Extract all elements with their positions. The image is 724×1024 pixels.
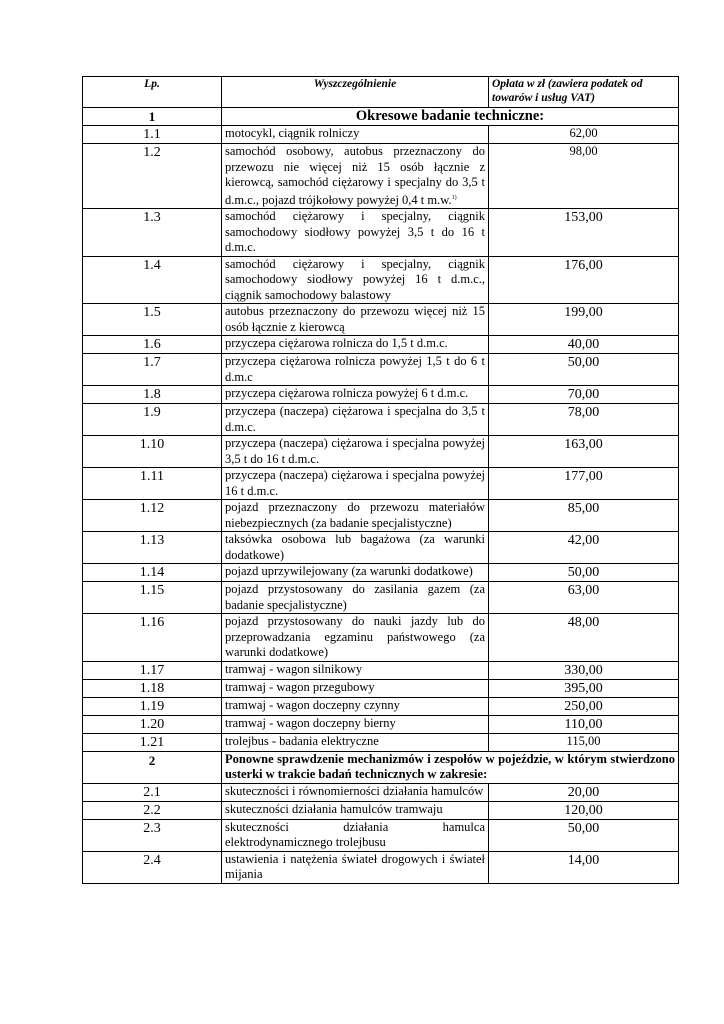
row-fee: 176,00	[489, 256, 679, 304]
row-description	[222, 209, 489, 257]
row-number: 1.18	[83, 679, 222, 697]
row-number: 2.4	[83, 851, 222, 883]
table-row	[83, 304, 679, 336]
row-fee: 14,00	[489, 851, 679, 883]
table-row	[83, 801, 679, 819]
row-description	[222, 582, 489, 614]
row-description-text: przyczepa ciężarowa rolnicza powyżej 1,5 t do 6 t d.m.c	[225, 354, 485, 384]
row-number: 1.8	[83, 386, 222, 404]
row-description-text: motocykl, ciągnik rolniczy	[225, 126, 360, 140]
row-description-text: samochód ciężarowy i specjalny, ciągnik samochodowy siodłowy powyżej 3,5 t do 16 t d.m.c.	[225, 209, 485, 255]
row-number: 1.2	[83, 144, 222, 209]
table-row	[83, 144, 679, 209]
row-description-text: przyczepa (naczepa) ciężarowa i specjalna powyżej 16 t d.m.c.	[225, 468, 485, 498]
row-description-text: przyczepa ciężarowa rolnicza powyżej 6 t d.m.c.	[225, 386, 469, 401]
row-number: 1.5	[83, 304, 222, 336]
table-row	[83, 532, 679, 564]
row-description	[222, 819, 489, 851]
header-lp: Lp.	[83, 77, 222, 108]
row-description	[222, 436, 489, 468]
fee-table	[82, 76, 679, 884]
row-fee: 115,00	[489, 733, 679, 751]
row-number: 1.14	[83, 564, 222, 582]
section-2-header-row	[83, 751, 679, 783]
row-description	[222, 733, 489, 751]
row-description-text: tramwaj - wagon przegubowy	[225, 679, 375, 694]
table-row	[83, 256, 679, 304]
row-description	[222, 532, 489, 564]
row-description-text: pojazd przeznaczony do przewozu materiałów niebezpiecznych (za badanie specjalistyczne)	[225, 500, 485, 530]
table-row	[83, 354, 679, 386]
row-fee: 70,00	[489, 386, 679, 404]
table-row	[83, 500, 679, 532]
row-description-text: pojazd uprzywilejowany (za warunki dodatkowe)	[225, 564, 473, 579]
row-description	[222, 336, 489, 354]
row-number: 1.16	[83, 614, 222, 662]
row-fee: 40,00	[489, 336, 679, 354]
row-fee: 50,00	[489, 564, 679, 582]
table-row	[83, 436, 679, 468]
row-fee: 199,00	[489, 304, 679, 336]
header-description: Wyszczególnienie	[222, 77, 489, 108]
row-fee: 163,00	[489, 436, 679, 468]
table-row	[83, 697, 679, 715]
row-description	[222, 697, 489, 715]
row-description-text: samochód osobowy, autobus przeznaczony do przewozu nie więcej niż 15 osób łącznie z kierowcą, samochód ciężarowy i specjalny do 3,5 t d.m.c., pojazd trójkołowy powyżej 0,4 t m.w.	[225, 144, 485, 207]
table-row	[83, 851, 679, 883]
row-description	[222, 404, 489, 436]
row-description-text: przyczepa ciężarowa rolnicza do 1,5 t d.m.c.	[225, 336, 448, 351]
row-description	[222, 661, 489, 679]
row-fee: 63,00	[489, 582, 679, 614]
row-fee: 98,00	[489, 144, 679, 209]
row-description	[222, 614, 489, 662]
row-number: 1.21	[83, 733, 222, 751]
row-number: 1.17	[83, 661, 222, 679]
row-description-text: skuteczności działania hamulców tramwaju	[225, 801, 443, 816]
table-row	[83, 819, 679, 851]
footnote-marker: 1)	[451, 194, 457, 201]
row-number: 1.4	[83, 256, 222, 304]
row-fee: 48,00	[489, 614, 679, 662]
row-number: 1.7	[83, 354, 222, 386]
row-fee: 153,00	[489, 209, 679, 257]
row-fee: 50,00	[489, 819, 679, 851]
row-description-text: samochód ciężarowy i specjalny, ciągnik samochodowy siodłowy powyżej 16 t d.m.c., ciągnik samochodowy balastowy	[225, 256, 485, 302]
row-number: 1.10	[83, 436, 222, 468]
row-description-text: przyczepa (naczepa) ciężarowa i specjalna do 3,5 t d.m.c.	[225, 404, 485, 434]
table-row	[83, 733, 679, 751]
table-row	[83, 661, 679, 679]
row-number: 1.9	[83, 404, 222, 436]
section-1-number: 1	[83, 108, 222, 126]
row-number: 1.13	[83, 532, 222, 564]
row-description-text: pojazd przystosowany do nauki jazdy lub do przeprowadzania egzaminu państwowego (za warunki dodatkowe)	[225, 614, 485, 660]
row-description	[222, 256, 489, 304]
section-2-number: 2	[83, 751, 222, 783]
row-number: 1.3	[83, 209, 222, 257]
section-1-title: Okresowe badanie techniczne:	[222, 108, 679, 126]
row-description-text: autobus przeznaczony do przewozu więcej niż 15 osób łącznie z kierowcą	[225, 304, 485, 334]
row-number: 1.15	[83, 582, 222, 614]
row-description-text: skuteczności działania hamulca elektrodynamicznego trolejbusu	[225, 819, 485, 850]
row-description-text: tramwaj - wagon doczepny bierny	[225, 715, 396, 730]
row-number: 1.20	[83, 715, 222, 733]
table-row	[83, 564, 679, 582]
table-row	[83, 783, 679, 801]
row-number: 2.3	[83, 819, 222, 851]
row-description	[222, 468, 489, 500]
section-1-header-row	[83, 108, 679, 126]
row-fee: 110,00	[489, 715, 679, 733]
row-number: 1.1	[83, 126, 222, 144]
row-description	[222, 679, 489, 697]
row-fee: 395,00	[489, 679, 679, 697]
row-description-text: pojazd przystosowany do zasilania gazem (za badanie specjalistyczne)	[225, 582, 485, 612]
row-description	[222, 783, 489, 801]
table-header-row	[83, 77, 679, 108]
row-description-text: ustawienia i natężenia świateł drogowych i świateł mijania	[225, 851, 485, 882]
row-description	[222, 564, 489, 582]
row-number: 2.2	[83, 801, 222, 819]
row-number: 1.19	[83, 697, 222, 715]
row-fee: 78,00	[489, 404, 679, 436]
row-fee: 120,00	[489, 801, 679, 819]
table-row	[83, 614, 679, 662]
row-fee: 250,00	[489, 697, 679, 715]
row-fee: 62,00	[489, 126, 679, 144]
table-row	[83, 336, 679, 354]
row-description	[222, 715, 489, 733]
row-fee: 177,00	[489, 468, 679, 500]
header-fee: Opłata w zł (zawiera podatek od towarów i usług VAT)	[489, 77, 679, 108]
row-fee: 42,00	[489, 532, 679, 564]
row-description	[222, 144, 489, 209]
table-row	[83, 404, 679, 436]
row-fee: 50,00	[489, 354, 679, 386]
table-row	[83, 209, 679, 257]
row-description	[222, 386, 489, 404]
row-description	[222, 126, 489, 144]
row-description	[222, 500, 489, 532]
row-description-text: skuteczności i równomierności działania hamulców	[225, 783, 484, 798]
row-description-text: tramwaj - wagon silnikowy	[225, 661, 363, 676]
row-description	[222, 851, 489, 883]
row-fee: 20,00	[489, 783, 679, 801]
row-description-text: trolejbus - badania elektryczne	[225, 733, 379, 748]
row-fee: 85,00	[489, 500, 679, 532]
row-number: 1.11	[83, 468, 222, 500]
table-row	[83, 468, 679, 500]
row-description	[222, 304, 489, 336]
section-2-title: Ponowne sprawdzenie mechanizmów i zespołów w pojeździe, w którym stwierdzono usterki w trakcie badań technicznych w zakresie:	[222, 751, 679, 783]
row-fee: 330,00	[489, 661, 679, 679]
table-row	[83, 126, 679, 144]
row-description-text: taksówka osobowa lub bagażowa (za warunki dodatkowe)	[225, 532, 485, 562]
row-description	[222, 354, 489, 386]
table-row	[83, 679, 679, 697]
row-number: 2.1	[83, 783, 222, 801]
row-description-text: tramwaj - wagon doczepny czynny	[225, 697, 400, 712]
row-description	[222, 801, 489, 819]
table-row	[83, 715, 679, 733]
row-number: 1.6	[83, 336, 222, 354]
table-row	[83, 582, 679, 614]
row-description-text: przyczepa (naczepa) ciężarowa i specjalna powyżej 3,5 t do 16 t d.m.c.	[225, 436, 485, 466]
row-number: 1.12	[83, 500, 222, 532]
table-row	[83, 386, 679, 404]
